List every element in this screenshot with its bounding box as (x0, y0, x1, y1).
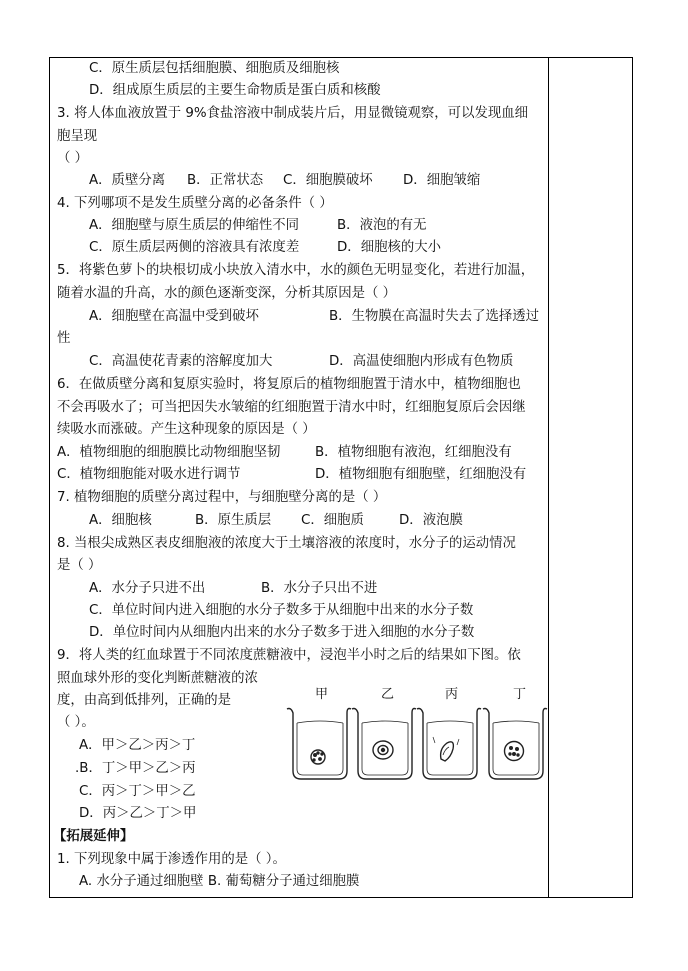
option-line: D．组成原生质层的主要生命物质是蛋白质和核酸 (89, 83, 381, 98)
question-9: 9．将人类的红血球置于不同浓度蔗糖液中，浸泡半小时之后的结果如下图。依 (57, 648, 521, 663)
option: D．液泡膜 (399, 513, 463, 528)
question-8: 8. 当根尖成熟区表皮细胞液的浓度大于土壤溶液的浓度时，水分子的运动情况 (57, 536, 516, 551)
question-4-options-ab (57, 216, 427, 236)
question-8-option-d: D．单位时间内从细胞内出来的水分子数多于进入细胞的水分子数 (89, 625, 475, 640)
beaker-label-bing: 丙 (445, 687, 459, 702)
red-cell-jia (311, 750, 325, 764)
question-6-cont: 不会再吸水了；可当把因失水皱缩的红细胞置于清水中时，红细胞复原后会因继 (57, 400, 526, 415)
question-3-cont: 胞呈现 (57, 129, 98, 144)
option: C．植物细胞能对吸水进行调节 (57, 467, 241, 482)
question-5-option-b-cont: 性 (57, 331, 71, 346)
beaker-jia (287, 709, 351, 780)
section-heading: 【拓展延伸】 (53, 829, 134, 844)
red-cell-bing (433, 737, 459, 761)
question-9-option-b: .B．丁＞甲＞乙＞丙 (75, 761, 196, 776)
question-5-options-cd (57, 352, 513, 372)
option: D．植物细胞有细胞壁，红细胞没有 (315, 467, 527, 482)
question-6-options-ab (57, 443, 512, 463)
question-6-cont: 续吸水而涨破。产生这种现象的原因是（ ） (57, 422, 316, 437)
question-5-cont: 随着水温的升高，水的颜色逐渐变深，分析其原因是（ ） (57, 286, 397, 301)
option: C．细胞质 (301, 513, 364, 528)
question-6-options-cd (57, 465, 526, 485)
option: A．植物细胞的细胞膜比动物细胞坚韧 (57, 445, 281, 460)
question-7-options (57, 511, 463, 531)
question-6: 6．在做质壁分离和复原实验时，将复原后的植物细胞置于清水中，植物细胞也 (57, 377, 521, 392)
beaker-label-jia: 甲 (315, 687, 329, 702)
option: D．细胞皱缩 (403, 173, 481, 188)
beaker-bing (417, 709, 481, 780)
question-4: 4. 下列哪项不是发生质壁分离的必备条件（ ） (57, 196, 333, 211)
question-9-option-d: D．丙＞乙＞丁＞甲 (79, 806, 197, 821)
option: B．植物细胞有液泡，红细胞没有 (315, 445, 512, 460)
answer-blank: （ ）。 (57, 715, 95, 730)
red-cell-yi (373, 741, 393, 759)
question-8-options-ab (57, 579, 377, 599)
table-column-divider (548, 57, 549, 898)
question-5-options-ab (57, 307, 539, 327)
option: D．高温使细胞内形成有色物质 (329, 354, 514, 369)
option: A．质壁分离 (89, 173, 166, 188)
red-cell-ding (505, 742, 524, 761)
option: D．细胞核的大小 (337, 240, 442, 255)
question-3-options (57, 171, 480, 191)
question-8-option-c: C．单位时间内进入细胞的水分子数多于从细胞中出来的水分子数 (89, 603, 474, 618)
option: A．细胞壁在高温中受到破坏 (89, 309, 259, 324)
option: C．高温使花青素的溶解度加大 (89, 354, 273, 369)
beaker-label-ding: 丁 (513, 687, 527, 702)
option: B．液泡的有无 (337, 218, 427, 233)
option: A．细胞壁与原生质层的伸缩性不同 (89, 218, 300, 233)
extension-question-1-options: A. 水分子通过细胞壁 B. 葡萄糖分子通过细胞膜 (79, 874, 360, 889)
question-9-option-c: C．丙＞丁＞甲＞乙 (79, 784, 196, 799)
option: B．正常状态 (187, 173, 264, 188)
question-8-cont: 是（ ） (57, 558, 102, 573)
question-3: 3. 将人体血液放置于 9%食盐溶液中制成装片后，用显微镜观察，可以发现血细 (57, 106, 529, 121)
answer-blank: （ ） (57, 151, 89, 166)
option-line: C．原生质层包括细胞膜、细胞质及细胞核 (89, 61, 340, 76)
option: C．细胞膜破坏 (283, 173, 373, 188)
question-9-cont: 照血球外形的变化判断蔗糖液的浓 (57, 671, 258, 686)
question-9-option-a: A．甲＞乙＞丙＞丁 (79, 738, 196, 753)
question-5: 5．将紫色萝卜的块根切成小块放入清水中，水的颜色无明显变化，若进行加温， (57, 263, 535, 278)
question-7: 7. 植物细胞的质壁分离过程中，与细胞壁分离的是（ ） (57, 490, 387, 505)
extension-question-1: 1. 下列现象中属于渗透作用的是（ ）。 (57, 852, 286, 867)
option: B．原生质层 (195, 513, 272, 528)
option: B．水分子只出不进 (261, 581, 378, 596)
beaker-ding (483, 709, 547, 780)
option: C．原生质层两侧的溶液具有浓度差 (89, 240, 300, 255)
option: B．生物膜在高温时失去了选择透过 (329, 309, 540, 324)
question-4-options-cd (57, 238, 441, 258)
option: A．水分子只进不出 (89, 581, 206, 596)
beaker-yi (352, 709, 416, 780)
option: A．细胞核 (89, 513, 152, 528)
beaker-label-yi: 乙 (381, 687, 395, 702)
question-9-cont: 度，由高到低排列，正确的是 (57, 693, 232, 708)
beaker-figure (285, 683, 547, 785)
